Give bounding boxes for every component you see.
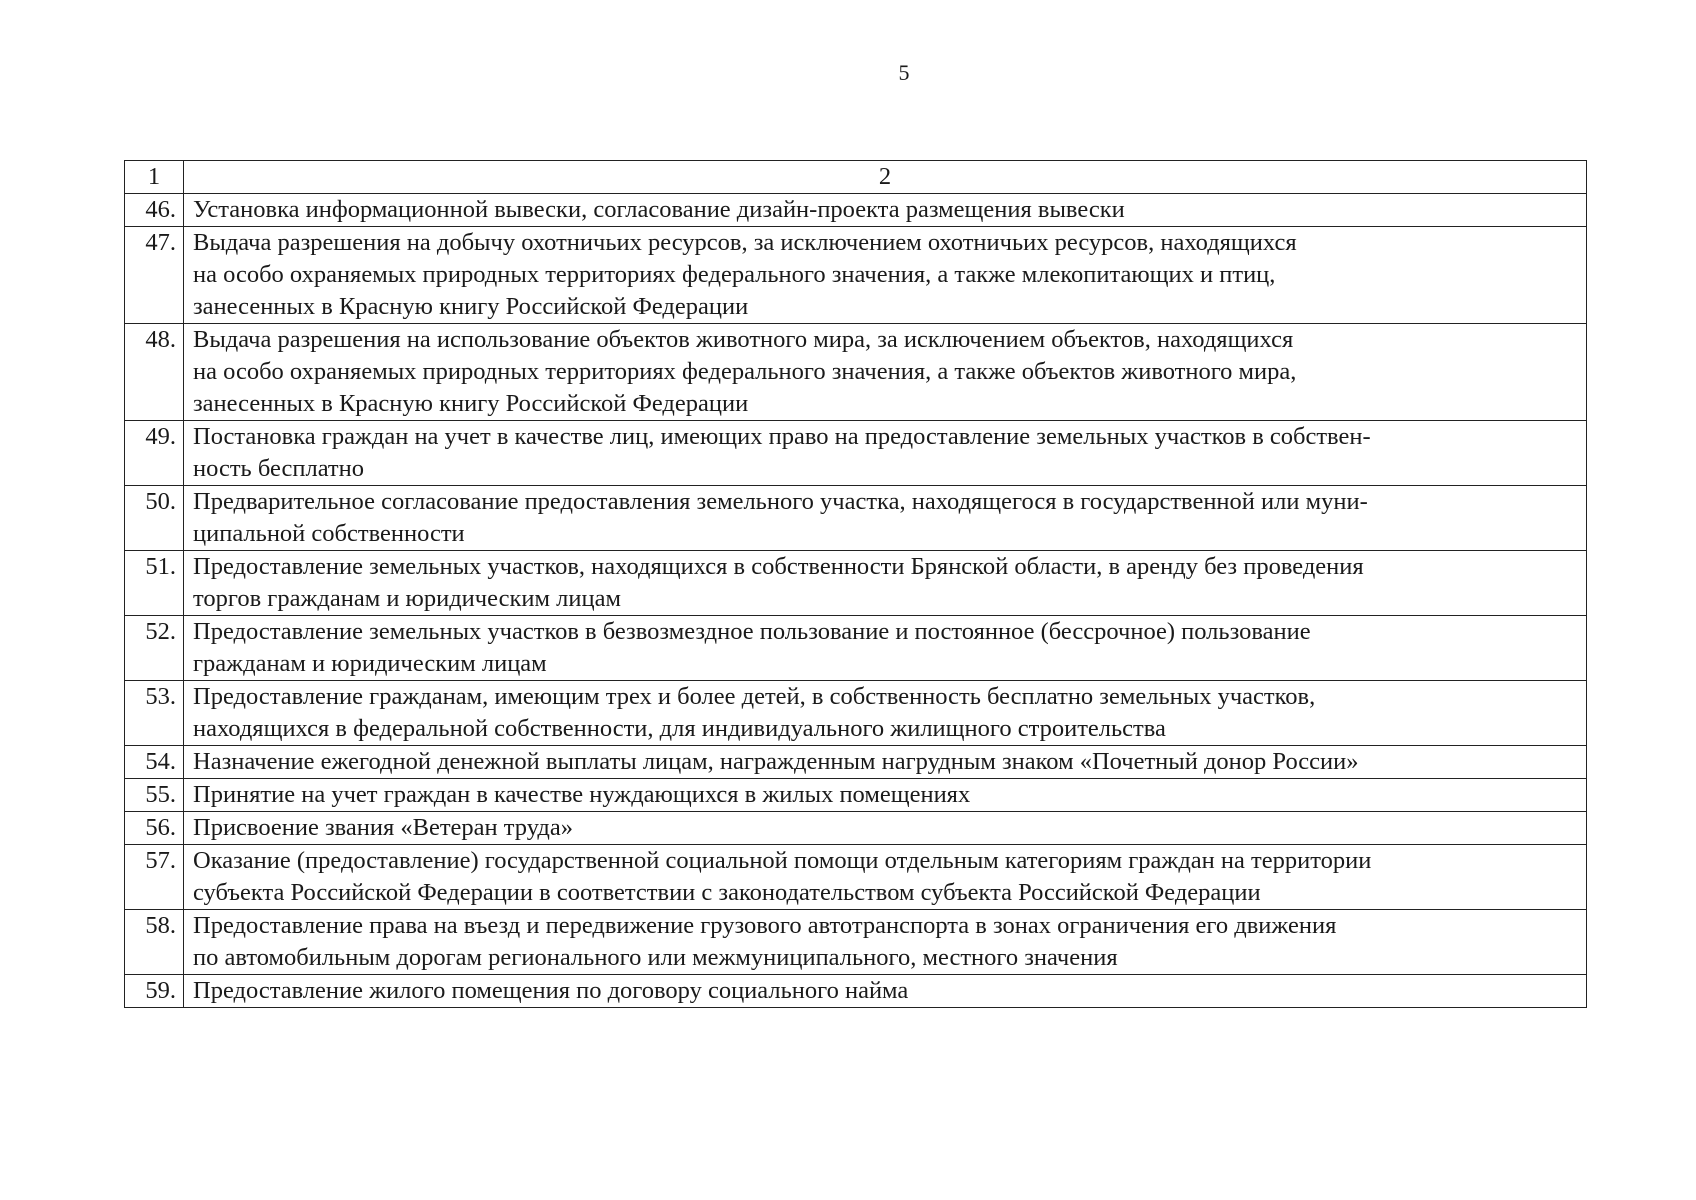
table-row (125, 845, 1587, 910)
row-number: 57. (125, 845, 184, 910)
table-row (125, 975, 1587, 1008)
table-row (125, 746, 1587, 779)
row-description-line: Предоставление права на въезд и передвижение грузового автотранспорта в зонах ограничения его движения (193, 912, 1337, 939)
row-description (184, 324, 1587, 421)
row-description (184, 194, 1587, 227)
row-number: 55. (125, 779, 184, 812)
table-row (125, 421, 1587, 486)
page-number: 5 (898, 60, 910, 85)
row-description-line: по автомобильным дорогам регионального или межмуниципального, местного значения (193, 944, 1118, 971)
row-description (184, 975, 1587, 1008)
row-number: 53. (125, 681, 184, 746)
table-row (125, 681, 1587, 746)
table-row (125, 551, 1587, 616)
row-description (184, 812, 1587, 845)
row-description-line: Предоставление земельных участков, находящихся в собственности Брянской области, в аренду без проведения (193, 553, 1364, 580)
row-description (184, 551, 1587, 616)
row-description (184, 746, 1587, 779)
table-row (125, 324, 1587, 421)
row-description (184, 616, 1587, 681)
table-row (125, 779, 1587, 812)
row-description-line: ность бесплатно (193, 455, 364, 482)
row-number: 59. (125, 975, 184, 1008)
header-cell-number: 1 (125, 161, 184, 194)
row-description-line: занесенных в Красную книгу Российской Федерации (193, 293, 749, 320)
row-description-line: гражданам и юридическим лицам (193, 650, 547, 677)
row-description-line: ципальной собственности (193, 520, 465, 547)
row-description (184, 486, 1587, 551)
row-description-line: Выдача разрешения на использование объектов животного мира, за исключением объектов, находящихся (193, 326, 1294, 353)
row-description-line: торгов гражданам и юридическим лицам (193, 585, 621, 612)
row-description-line: занесенных в Красную книгу Российской Федерации (193, 390, 749, 417)
row-description (184, 421, 1587, 486)
row-description-line: находящихся в федеральной собственности, для индивидуального жилищного строительства (193, 715, 1166, 742)
row-description-line: Предоставление земельных участков в безвозмездное пользование и постоянное (бессрочное) пользование (193, 618, 1311, 645)
row-number: 46. (125, 194, 184, 227)
table-row (125, 910, 1587, 975)
row-description-line: Принятие на учет граждан в качестве нуждающихся в жилых помещениях (193, 781, 971, 808)
table-row (125, 486, 1587, 551)
row-number: 52. (125, 616, 184, 681)
row-number: 49. (125, 421, 184, 486)
row-description-line: Установка информационной вывески, согласование дизайн-проекта размещения вывески (193, 196, 1125, 223)
row-description (184, 779, 1587, 812)
row-description (184, 845, 1587, 910)
row-description (184, 910, 1587, 975)
table-row (125, 227, 1587, 324)
row-description (184, 227, 1587, 324)
row-description-line: Назначение ежегодной денежной выплаты лицам, награжденным нагрудным знаком «Почетный донор России» (193, 748, 1359, 775)
row-number: 47. (125, 227, 184, 324)
table-row (125, 194, 1587, 227)
services-table (124, 160, 1587, 1008)
row-number: 58. (125, 910, 184, 975)
row-description-line: Постановка граждан на учет в качестве лиц, имеющих право на предоставление земельных участков в собствен- (193, 423, 1371, 450)
table-header-row (125, 161, 1587, 194)
row-description-line: Предоставление жилого помещения по договору социального найма (193, 977, 909, 1004)
row-description-line: Предварительное согласование предоставления земельного участка, находящегося в государственной или муни- (193, 488, 1368, 515)
table-row (125, 812, 1587, 845)
row-number: 50. (125, 486, 184, 551)
row-description-line: субъекта Российской Федерации в соответствии с законодательством субъекта Российской Федерации (193, 879, 1261, 906)
row-description-line: Предоставление гражданам, имеющим трех и более детей, в собственность бесплатно земельных участков, (193, 683, 1316, 710)
row-number: 48. (125, 324, 184, 421)
row-description (184, 681, 1587, 746)
row-description-line: Выдача разрешения на добычу охотничьих ресурсов, за исключением охотничьих ресурсов, находящихся (193, 229, 1297, 256)
row-description-line: Оказание (предоставление) государственной социальной помощи отдельным категориям граждан на территории (193, 847, 1372, 874)
table-body (125, 161, 1587, 1008)
table-row (125, 616, 1587, 681)
row-description-line: на особо охраняемых природных территориях федерального значения, а также млекопитающих и птиц, (193, 261, 1276, 288)
row-number: 51. (125, 551, 184, 616)
row-description-line: на особо охраняемых природных территориях федерального значения, а также объектов животного мира, (193, 358, 1297, 385)
row-number: 54. (125, 746, 184, 779)
row-number: 56. (125, 812, 184, 845)
row-description-line: Присвоение звания «Ветеран труда» (193, 814, 574, 841)
header-cell-description: 2 (184, 161, 1587, 194)
